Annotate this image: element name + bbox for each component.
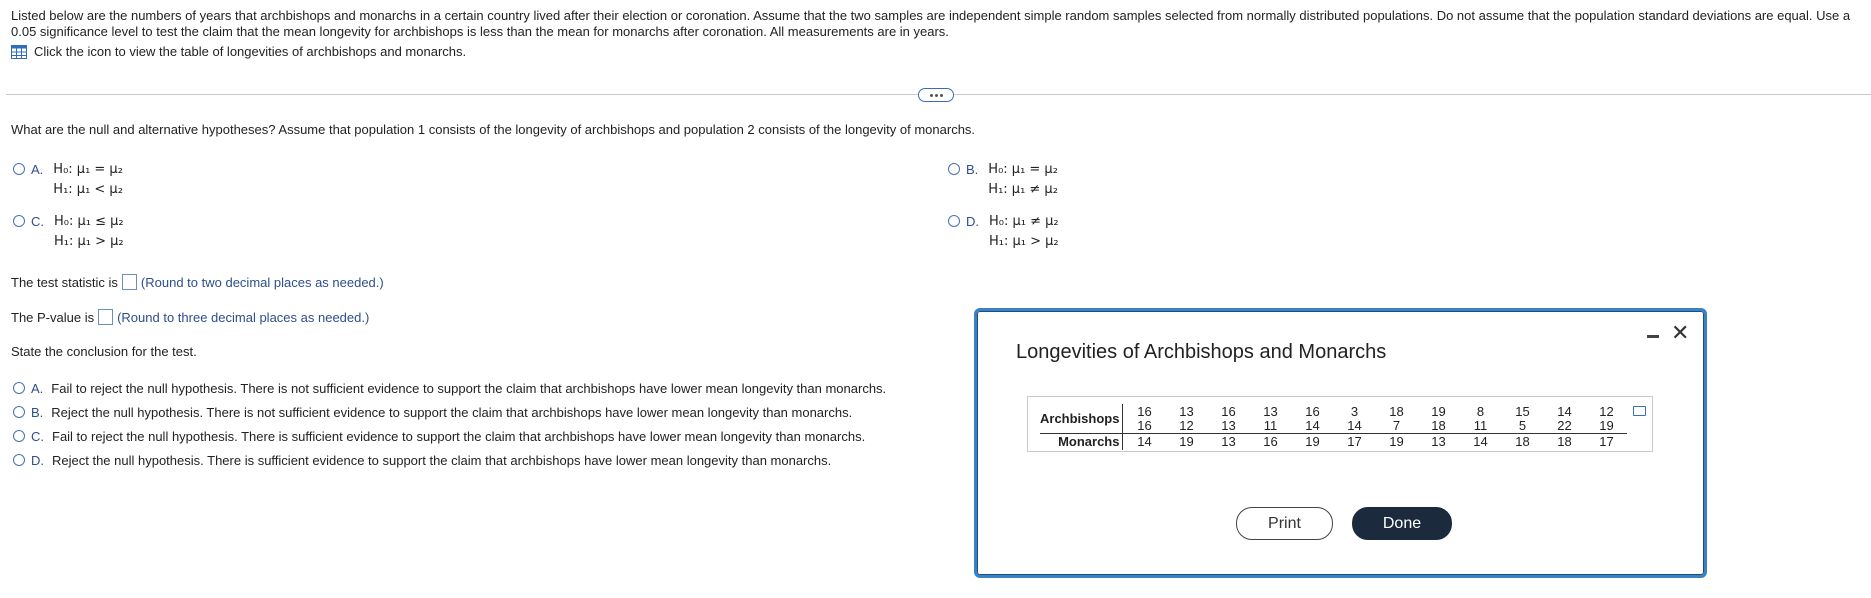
option-letter: C. <box>31 214 44 229</box>
p-value-hint: (Round to three decimal places as needed.) <box>117 309 370 325</box>
p-value-label: The P-value is <box>11 309 95 325</box>
table-cell: 18 <box>1543 434 1585 451</box>
row-label-archbishops: Archbishops <box>1040 411 1120 426</box>
table-cell: 8 <box>1476 404 1485 419</box>
test-statistic-hint: (Round to two decimal places as needed.) <box>140 274 384 290</box>
radio-button[interactable] <box>13 454 25 466</box>
option-letter: A. <box>31 381 44 396</box>
data-table-dialog <box>974 308 1707 578</box>
table-cell: 17 <box>1585 434 1627 451</box>
alt-hypothesis: H₁: μ₁ ≠ μ₂ <box>988 182 1058 197</box>
table-cell: 13 <box>1221 418 1236 433</box>
p-value-input[interactable] <box>98 309 113 325</box>
table-cell: 14 <box>1347 418 1362 433</box>
table-cell: 14 <box>1459 434 1501 451</box>
table-cell: 19 <box>1599 418 1614 433</box>
copy-data-icon[interactable] <box>1633 406 1646 416</box>
dot-icon <box>930 94 933 97</box>
intro-text: Listed below are the numbers of years that archbishops and monarchs in a certain country lived after their election or coronation. Assume that the two samples are independent simple random samples selected from normally distributed populations. Do not assume that the population standard deviations are equal. Use a 0.05 significance level to test the claim that the mean longevity for archbishops is less than the mean for monarchs after coronation. All measurements are in years. <box>11 8 1851 39</box>
alt-hypothesis: H₁: μ₁ > μ₂ <box>989 234 1059 249</box>
table-cell: 12 <box>1179 418 1194 433</box>
table-cell: 16 <box>1123 419 1166 434</box>
hypothesis-option-c[interactable] <box>13 214 124 252</box>
option-letter: C. <box>31 429 44 444</box>
conclusion-option-a[interactable] <box>13 381 886 396</box>
conclusion-option-c[interactable] <box>13 429 886 444</box>
table-cell: 7 <box>1392 418 1401 433</box>
test-statistic-line <box>11 274 384 290</box>
alt-hypothesis: H₁: μ₁ > μ₂ <box>54 234 124 249</box>
table-cell: 14 <box>1557 404 1572 419</box>
radio-button[interactable] <box>948 215 960 227</box>
done-button[interactable]: Done <box>1352 507 1452 540</box>
table-link[interactable] <box>11 44 466 59</box>
print-button[interactable]: Print <box>1236 507 1333 540</box>
table-cell: 16 <box>1249 434 1291 451</box>
test-statistic-label: The test statistic is <box>11 274 118 290</box>
option-text: Fail to reject the null hypothesis. There is not sufficient evidence to support the claim that archbishops have lower mean longevity than monarchs. <box>51 381 887 396</box>
table-cell: 5 <box>1518 418 1527 433</box>
radio-button[interactable] <box>13 430 25 442</box>
table-cell: 18 <box>1389 404 1404 419</box>
conclusion-options <box>13 381 886 477</box>
table-cell: 19 <box>1431 404 1446 419</box>
expand-button[interactable] <box>918 88 954 102</box>
option-letter: D. <box>966 214 979 229</box>
dot-icon <box>935 94 938 97</box>
null-hypothesis: H₀: μ₁ = μ₂ <box>988 162 1058 177</box>
table-cell: 18 <box>1431 418 1446 433</box>
conclusion-option-d[interactable] <box>13 453 886 468</box>
table-cell: 19 <box>1165 434 1207 451</box>
null-hypothesis: H₀: μ₁ ≤ μ₂ <box>54 214 124 229</box>
table-icon[interactable] <box>11 45 27 59</box>
table-cell: 15 <box>1515 404 1530 419</box>
table-cell: 11 <box>1473 418 1488 433</box>
table-cell: 18 <box>1501 434 1543 451</box>
p-value-line <box>11 309 369 325</box>
option-letter: D. <box>31 453 44 468</box>
table-cell: 19 <box>1375 434 1417 451</box>
radio-button[interactable] <box>13 406 25 418</box>
table-cell: 13 <box>1207 434 1249 451</box>
option-text: Fail to reject the null hypothesis. There is sufficient evidence to support the claim that archbishops have lower mean longevity than monarchs. <box>52 429 866 444</box>
table-cell: 17 <box>1333 434 1375 451</box>
table-cell: 22 <box>1557 418 1572 433</box>
null-hypothesis: H₀: μ₁ ≠ μ₂ <box>989 214 1059 229</box>
option-text: Reject the null hypothesis. There is not sufficient evidence to support the claim that archbishops have lower mean longevity than monarchs. <box>51 405 853 420</box>
dialog-title: Longevities of Archbishops and Monarchs <box>1016 341 1387 363</box>
table-cell: 16 <box>1221 404 1236 419</box>
hypothesis-option-a[interactable] <box>13 162 123 200</box>
table-cell: 14 <box>1123 434 1166 451</box>
table-link-text[interactable]: Click the icon to view the table of longevities of archbishops and monarchs. <box>34 44 467 59</box>
table-cell: 12 <box>1599 404 1614 419</box>
close-icon[interactable]: ✕ <box>1671 320 1690 345</box>
table-cell: 19 <box>1291 434 1333 451</box>
test-statistic-input[interactable] <box>122 274 137 290</box>
minimize-icon[interactable] <box>1647 335 1659 338</box>
radio-button[interactable] <box>948 163 960 175</box>
table-cell: 3 <box>1350 404 1359 419</box>
option-letter: B. <box>966 162 979 177</box>
hypothesis-option-d[interactable] <box>948 214 1059 252</box>
radio-button[interactable] <box>13 163 25 175</box>
conclusion-option-b[interactable] <box>13 405 886 420</box>
table-cell: 13 <box>1179 404 1194 419</box>
dot-icon <box>940 94 943 97</box>
row-label-monarchs: Monarchs <box>1040 434 1123 451</box>
table-cell: 16 <box>1123 404 1166 419</box>
table-cell: 14 <box>1305 418 1320 433</box>
option-letter: B. <box>31 405 44 420</box>
question-text: What are the null and alternative hypotheses? Assume that population 1 consists of the longevity of archbishops and population 2 consists of the longevity of monarchs. <box>11 122 976 137</box>
radio-button[interactable] <box>13 215 25 227</box>
table-cell: 13 <box>1263 404 1278 419</box>
radio-button[interactable] <box>13 382 25 394</box>
longevity-table <box>1027 396 1653 452</box>
conclusion-prompt: State the conclusion for the test. <box>11 344 197 359</box>
table-cell: 13 <box>1417 434 1459 451</box>
hypothesis-option-b[interactable] <box>948 162 1058 200</box>
option-text: Reject the null hypothesis. There is sufficient evidence to support the claim that archbishops have lower mean longevity than monarchs. <box>52 453 832 468</box>
table-cell: 16 <box>1305 404 1320 419</box>
alt-hypothesis: H₁: μ₁ < μ₂ <box>53 182 123 197</box>
option-letter: A. <box>31 162 44 177</box>
table-cell: 11 <box>1263 418 1278 433</box>
null-hypothesis: H₀: μ₁ = μ₂ <box>53 162 123 177</box>
